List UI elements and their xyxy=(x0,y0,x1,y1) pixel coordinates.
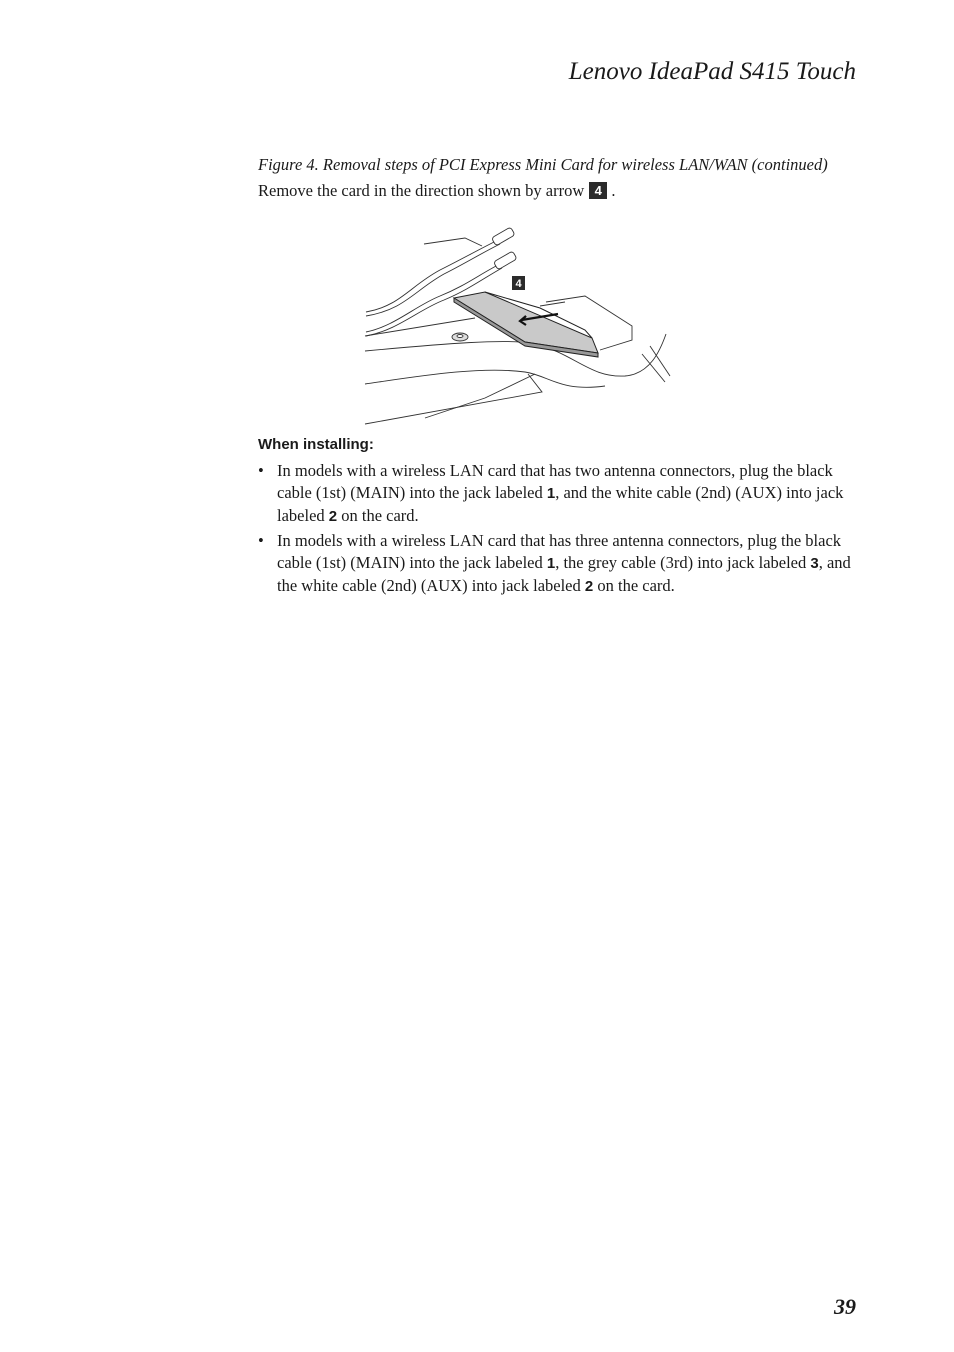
installing-list xyxy=(258,460,858,600)
board-edge-top xyxy=(424,238,482,246)
bullet-dot: • xyxy=(258,461,264,480)
figure-instruction xyxy=(258,181,616,201)
card-removal-diagram xyxy=(360,226,675,431)
list-item: • In models with a wireless LAN card that has two antenna connectors, plug the black cable (1st) (MAIN) into the jack labeled 1, and the white cable (2nd) (AUX) into jack labeled 2 on the card. xyxy=(258,461,844,525)
bullet-dot: • xyxy=(258,531,264,550)
list-item: • In models with a wireless LAN card that has three antenna connectors, plug the black cable (1st) (MAIN) into the jack labeled 1, the grey cable (3rd) into jack labeled 3, and the white cable (2nd) (AUX) into jack labeled 2 on the card. xyxy=(258,531,851,595)
page-number: 39 xyxy=(834,1294,856,1319)
instruction-text: Remove the card in the direction shown by arrow xyxy=(258,181,585,200)
board-slant-right xyxy=(650,346,670,376)
instruction-end: . xyxy=(611,181,616,200)
antenna-connector-2 xyxy=(493,251,517,270)
card-socket-inner xyxy=(540,302,565,306)
arrow-callout-badge: 4 xyxy=(589,182,607,199)
figure-caption: Figure 4. Removal steps of PCI Express Mini Card for wireless LAN/WAN (continued) xyxy=(258,155,828,174)
running-header-title: Lenovo IdeaPad S415 Touch xyxy=(568,58,856,85)
card-removal-illustration xyxy=(360,226,675,431)
antenna-connector-1 xyxy=(491,227,515,246)
board-contour-2 xyxy=(365,370,605,387)
installing-heading: When installing: xyxy=(258,436,374,453)
diagram-callout-label: 4 xyxy=(515,278,522,290)
board-lower-edge xyxy=(365,374,542,424)
